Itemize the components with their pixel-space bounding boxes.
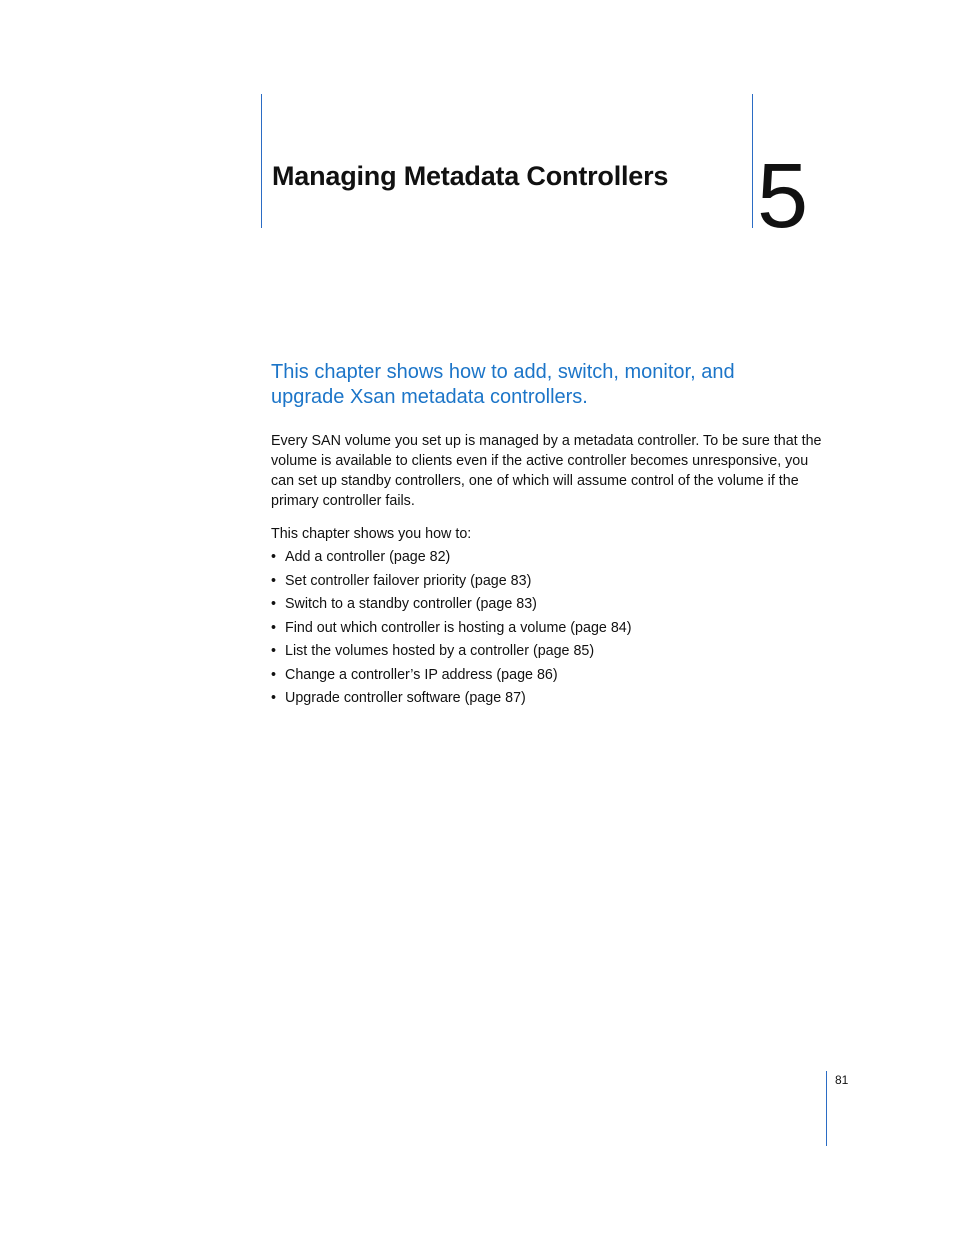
chapter-header-right-rule	[752, 94, 753, 228]
list-item	[271, 594, 631, 618]
page-number: 81	[835, 1073, 849, 1087]
list-item-text[interactable]: Set controller failover priority (page 83)	[285, 572, 532, 589]
list-item-text[interactable]: Find out which controller is hosting a volume (page 84)	[285, 619, 632, 636]
list-item-text[interactable]: Add a controller (page 82)	[285, 549, 451, 565]
bullet-icon: •	[271, 549, 277, 565]
bullet-icon: •	[271, 596, 277, 612]
bullet-icon: •	[271, 690, 277, 706]
list-item-text[interactable]: Change a controller’s IP address (page 86)	[285, 666, 558, 683]
list-item	[271, 618, 631, 642]
chapter-header-left-rule	[261, 94, 262, 228]
list-intro: This chapter shows you how to:	[271, 526, 472, 542]
list-item	[271, 571, 631, 595]
list-item-text[interactable]: List the volumes hosted by a controller (page 85)	[285, 643, 595, 659]
bullet-icon: •	[271, 643, 277, 659]
list-item-text[interactable]: Switch to a standby controller (page 83)	[285, 596, 537, 612]
chapter-title: Managing Metadata Controllers	[272, 161, 669, 191]
list-item-text[interactable]: Upgrade controller software (page 87)	[285, 690, 526, 706]
bullet-icon: •	[271, 619, 277, 636]
list-item	[271, 665, 631, 689]
list-item	[271, 547, 631, 571]
chapter-intro: This chapter shows how to add, switch, monitor, and upgrade Xsan metadata controllers.	[271, 361, 735, 408]
list-item	[271, 641, 631, 665]
bullet-icon: •	[271, 666, 277, 683]
footer-rule	[826, 1071, 827, 1146]
chapter-number: 5	[757, 145, 809, 247]
topic-list	[271, 547, 631, 712]
body-paragraph: Every SAN volume you set up is managed by a metadata controller. To be sure that the volume is available to clients even if the active controller becomes unresponsive, you can set up standby controllers, one of which will assume control of the volume if the primary controller fails.	[271, 433, 822, 509]
list-item	[271, 688, 631, 712]
bullet-icon: •	[271, 572, 277, 589]
